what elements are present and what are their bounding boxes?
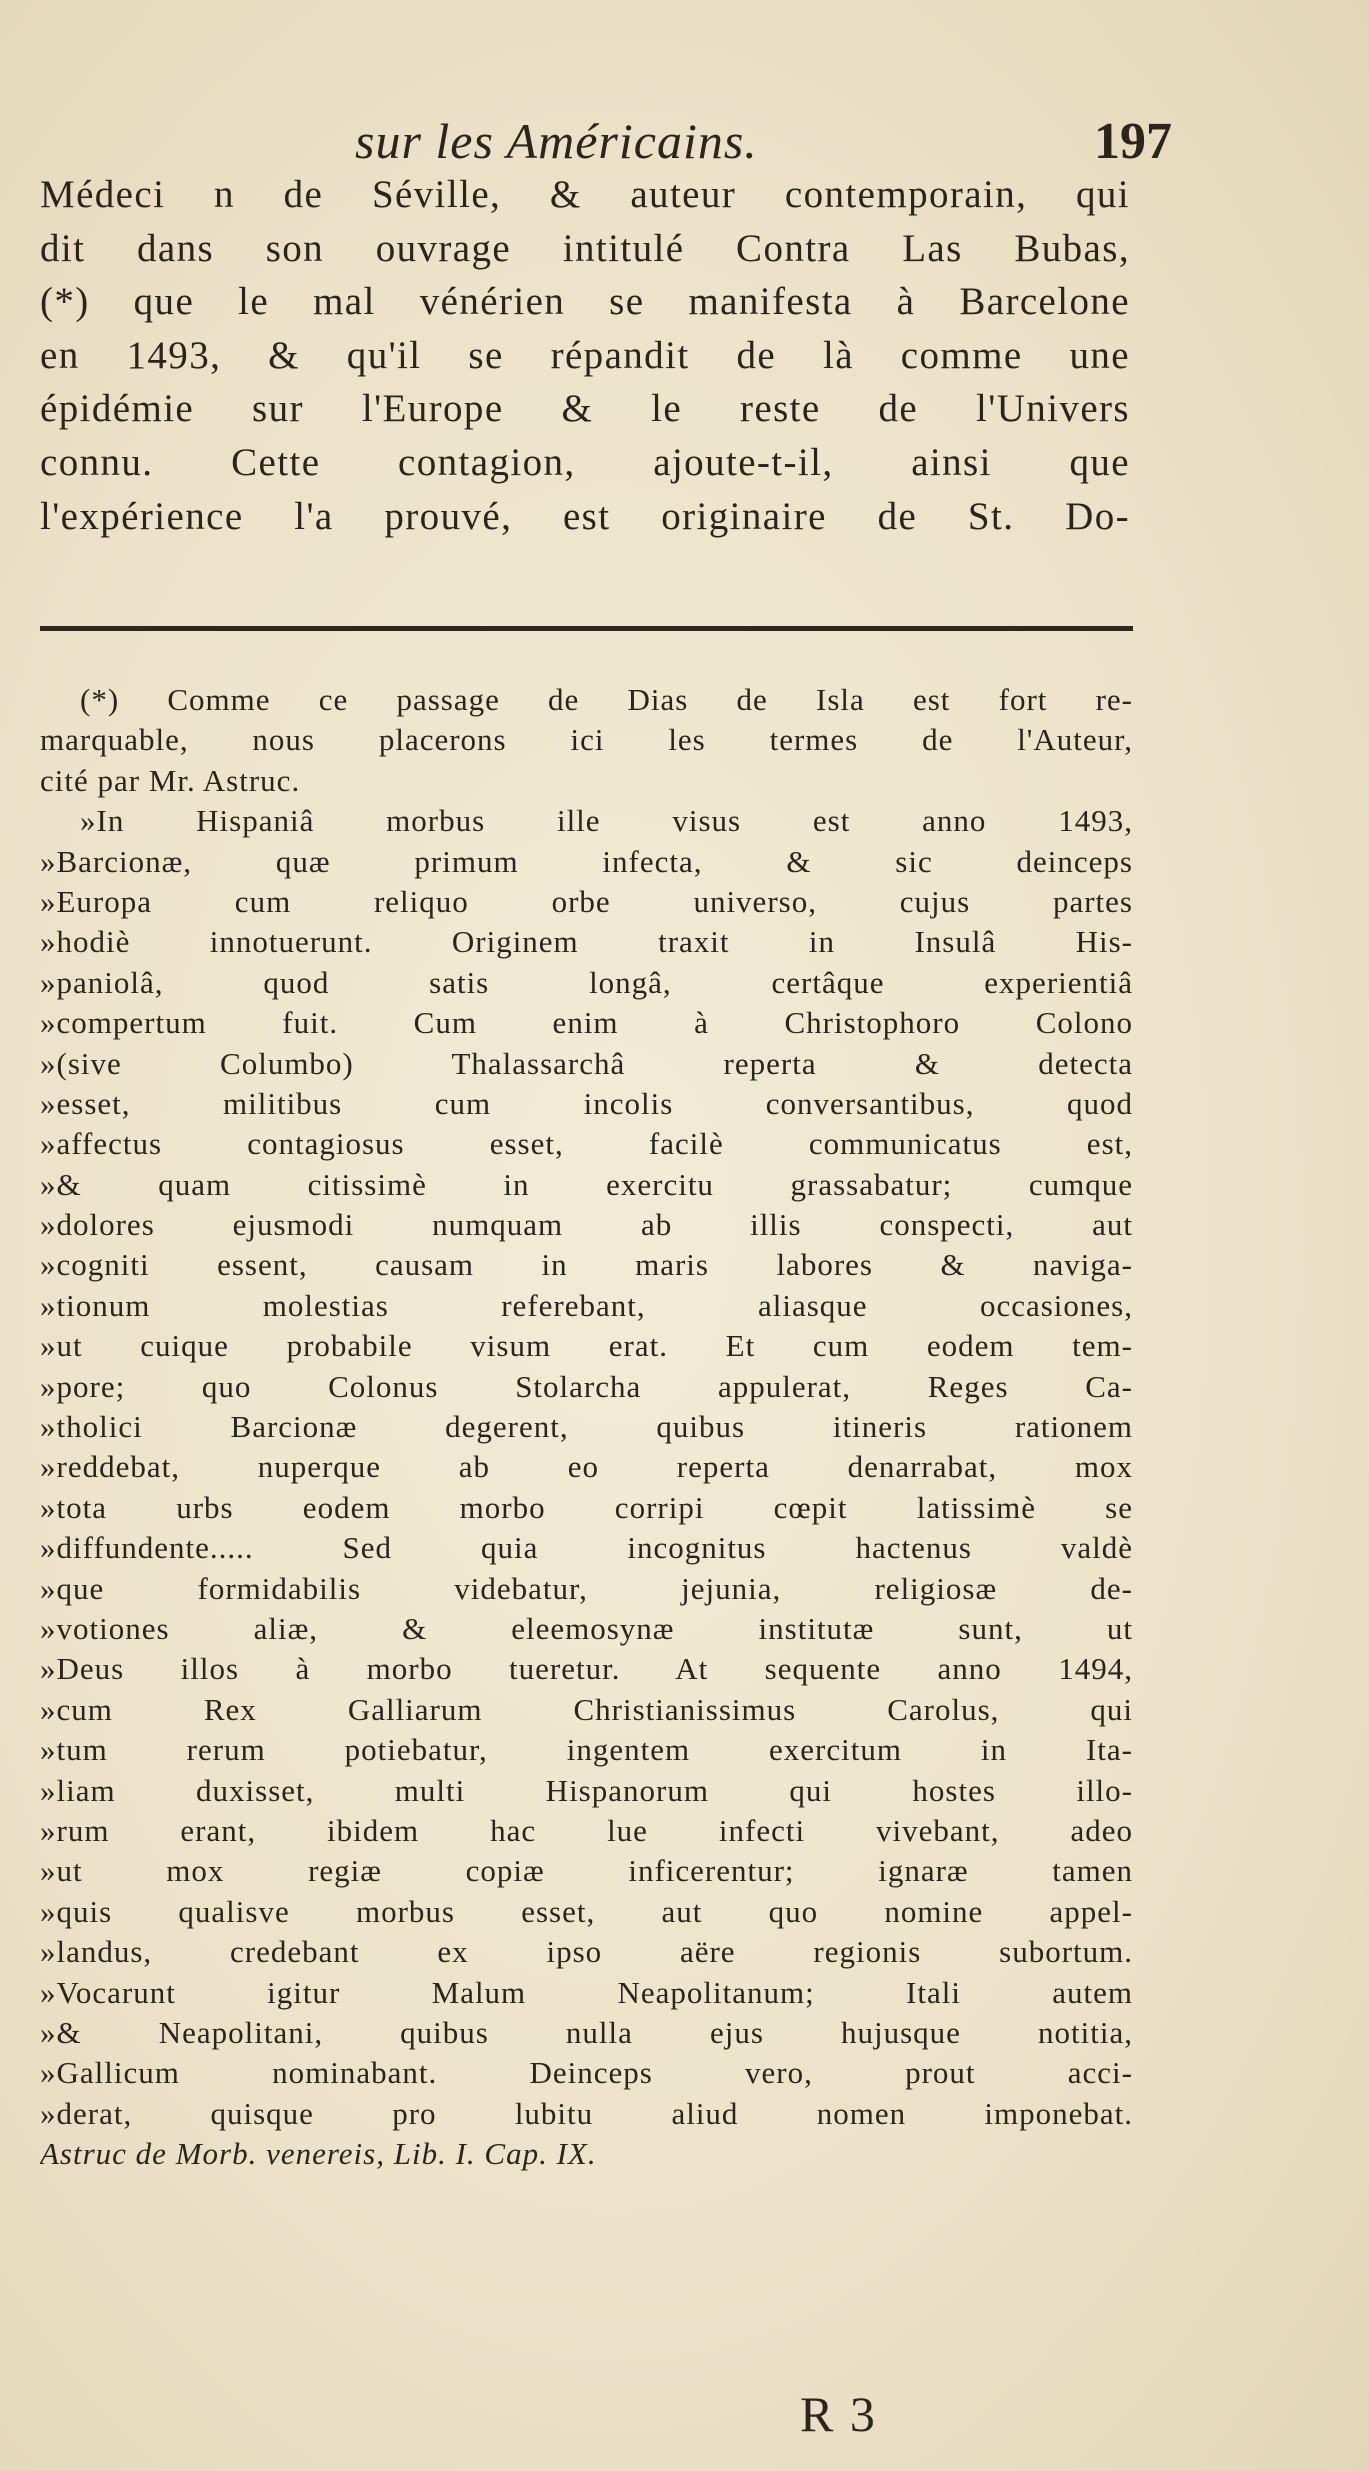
- footnote-line: »hodiè innotuerunt. Originem traxit in Insulâ His-: [40, 924, 1133, 960]
- footnote-line: »liam duxisset, multi Hispanorum qui hostes illo-: [40, 1772, 1133, 1808]
- footnote-line: »Gallicum nominabant. Deinceps vero, prout acci-: [40, 2055, 1133, 2091]
- footnote-line: »In Hispaniâ morbus ille visus est anno 1493,: [80, 803, 1133, 839]
- footnote-line: »rum erant, ibidem hac lue infecti vivebant, adeo: [40, 1812, 1133, 1848]
- footnote-line: »Vocarunt igitur Malum Neapolitanum; Itali autem: [40, 1974, 1133, 2010]
- footnote-line: »pore; quo Colonus Stolarcha appulerat, Reges Ca-: [40, 1368, 1133, 1404]
- footnote-line: »ut mox regiæ copiæ inficerentur; ignaræ tamen: [40, 1853, 1133, 1889]
- footnote-line: »paniolâ, quod satis longâ, certâque experientiâ: [40, 964, 1133, 1000]
- footnote-line: »compertum fuit. Cum enim à Christophoro Colono: [40, 1005, 1133, 1041]
- footnote-line: »& quam citissimè in exercitu grassabatur; cumque: [40, 1166, 1133, 1202]
- footnote-line: »reddebat, nuperque ab eo reperta denarrabat, mox: [40, 1449, 1133, 1485]
- main-text-line: épidémie sur l'Europe & le reste de l'Univers: [40, 387, 1130, 431]
- footnote-line: »tota urbs eodem morbo corripi cœpit latissimè se: [40, 1489, 1133, 1525]
- footnote-citation: Astruc de Morb. venereis, Lib. I. Cap. IX.: [40, 2136, 597, 2172]
- footnote-line: »Deus illos à morbo tueretur. At sequente anno 1494,: [40, 1651, 1133, 1687]
- main-text-line: Médeci n de Séville, & auteur contemporain, qui: [40, 173, 1130, 216]
- footnote-line: »esset, militibus cum incolis conversantibus, quod: [40, 1085, 1133, 1121]
- footnote-block: [40, 680, 1133, 2174]
- page-number: 197: [1094, 113, 1172, 170]
- footnote-line: »cum Rex Galliarum Christianissimus Carolus, qui: [40, 1691, 1133, 1727]
- footnote-line: »diffundente..... Sed quia incognitus hactenus valdè: [40, 1530, 1133, 1566]
- footnote-line: »tholici Barcionæ degerent, quibus itineris rationem: [40, 1409, 1133, 1445]
- footnote-line: »tionum molestias referebant, aliasque occasiones,: [40, 1287, 1133, 1323]
- main-text-line: dit dans son ouvrage intitulé Contra Las Bubas,: [40, 226, 1130, 270]
- main-text-line: l'expérience l'a prouvé, est originaire de St. Do-: [40, 494, 1130, 538]
- footnote-line: »(sive Columbo) Thalassarchâ reperta & detecta: [40, 1045, 1133, 1081]
- footnote-separator-rule: [40, 626, 1133, 631]
- footnote-line: (*) Comme ce passage de Dias de Isla est fort re-: [80, 682, 1133, 717]
- footnote-line: »tum rerum potiebatur, ingentem exercitum in Ita-: [40, 1732, 1133, 1768]
- main-text-line: (*) que le mal vénérien se manifesta à Barcelone: [40, 280, 1130, 324]
- footnote-line: »derat, quisque pro lubitu aliud nomen imponebat.: [40, 2095, 1133, 2131]
- footnote-line: »affectus contagiosus esset, facilè communicatus est,: [40, 1126, 1133, 1162]
- footnote-line: »Barcionæ, quæ primum infecta, & sic deinceps: [40, 843, 1133, 879]
- footnote-line: »Europa cum reliquo orbe universo, cujus partes: [40, 883, 1133, 919]
- main-text-block: [40, 168, 1130, 543]
- footnote-line: cité par Mr. Astruc.: [40, 762, 301, 798]
- main-text-line: connu. Cette contagion, ajoute-t-il, ainsi que: [40, 440, 1130, 484]
- footnote-line: marquable, nous placerons ici les termes de l'Auteur,: [40, 722, 1133, 758]
- running-title: sur les Américains.: [355, 113, 758, 169]
- footnote-line: »cogniti essent, causam in maris labores & naviga-: [40, 1247, 1133, 1283]
- footnote-line: »ut cuique probabile visum erat. Et cum eodem tem-: [40, 1328, 1133, 1364]
- running-head: [0, 112, 1369, 172]
- footnote-line: »quis qualisve morbus esset, aut quo nomine appel-: [40, 1893, 1133, 1929]
- main-text-line: en 1493, & qu'il se répandit de là comme une: [40, 333, 1130, 377]
- signature-mark: R 3: [800, 2386, 877, 2442]
- footnote-line: »& Neapolitani, quibus nulla ejus hujusque notitia,: [40, 2014, 1133, 2050]
- footnote-line: »que formidabilis videbatur, jejunia, religiosæ de-: [40, 1570, 1133, 1606]
- footnote-line: »votiones aliæ, & eleemosynæ institutæ sunt, ut: [40, 1610, 1133, 1646]
- footnote-line: »dolores ejusmodi numquam ab illis conspecti, aut: [40, 1207, 1133, 1243]
- footnote-line: »landus, credebant ex ipso aëre regionis subortum.: [40, 1934, 1133, 1970]
